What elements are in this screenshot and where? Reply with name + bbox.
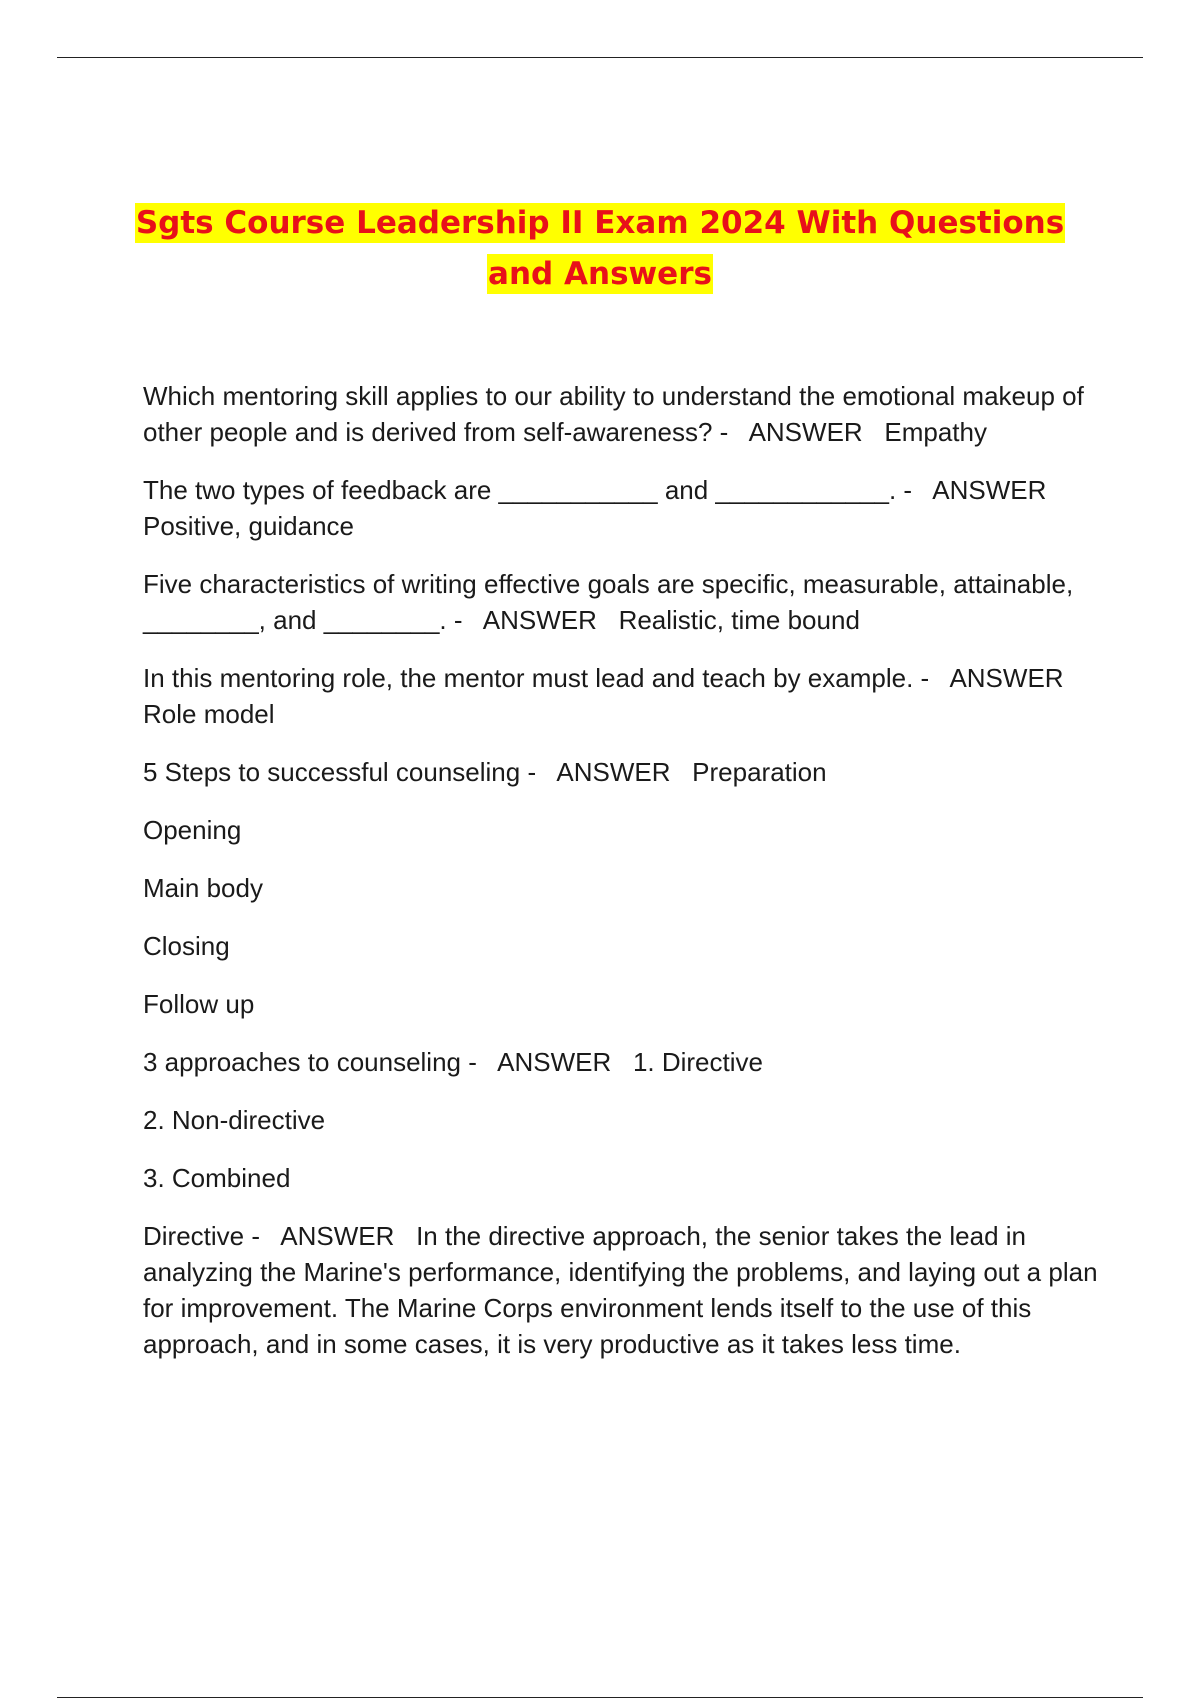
question-text: Five characteristics of writing effective goals are specific, measurable, attainable, ________, and ________. - [143, 569, 1074, 635]
question-text: Which mentoring skill applies to our ability to understand the emotional makeup of other people and is derived from self-awareness? - [143, 381, 1084, 447]
step-line: Follow up [143, 989, 255, 1019]
answer-label: ANSWER [280, 1221, 395, 1251]
answer-label: ANSWER [932, 475, 1047, 505]
answer-label: ANSWER [556, 757, 671, 787]
approach-line: 3. Combined [143, 1163, 291, 1193]
answer-text: In the directive approach, the senior takes the lead in analyzing the Marine's performance, identifying the problems, and laying out a plan for improvement. The Marine Corps environment lends itself to the use of this approach, and in some cases, it is very productive as it takes less time. [143, 1221, 1098, 1359]
question-text: In this mentoring role, the mentor must lead and teach by example. - [143, 663, 930, 693]
qa-item-counseling-steps [143, 754, 1103, 790]
answer-text: Realistic, time bound [618, 605, 860, 635]
step-line: Closing [143, 931, 230, 961]
top-divider [57, 57, 1143, 58]
bottom-divider [57, 1697, 1143, 1698]
qa-item-goals [143, 566, 1103, 638]
step-line: Opening [143, 815, 242, 845]
answer-label: ANSWER [497, 1047, 612, 1077]
title-line-1: Sgts Course Leadership II Exam 2024 With Questions [135, 205, 1065, 241]
approach-line: 2. Non-directive [143, 1105, 326, 1135]
qa-item-empathy [143, 378, 1103, 450]
qa-item-feedback [143, 472, 1103, 544]
answer-text: 1. Directive [632, 1047, 763, 1077]
answer-text: Role model [143, 699, 275, 729]
answer-label: ANSWER [482, 605, 597, 635]
answer-label: ANSWER [748, 417, 863, 447]
title-line-2: and Answers [488, 256, 712, 292]
answer-text: Positive, guidance [143, 511, 355, 541]
document-body [143, 378, 1103, 1384]
question-text: Directive - [143, 1221, 261, 1251]
question-text: 3 approaches to counseling - [143, 1047, 477, 1077]
answer-label: ANSWER [949, 663, 1064, 693]
qa-item-role-model [143, 660, 1103, 732]
question-text: 5 Steps to successful counseling - [143, 757, 537, 787]
answer-text: Empathy [884, 417, 987, 447]
answer-text: Preparation [692, 757, 827, 787]
qa-item-approaches [143, 1044, 1103, 1080]
document-title [0, 198, 1200, 300]
question-text: The two types of feedback are ___________ and ____________. - [143, 475, 913, 505]
qa-item-directive [143, 1218, 1103, 1362]
step-line: Main body [143, 873, 263, 903]
